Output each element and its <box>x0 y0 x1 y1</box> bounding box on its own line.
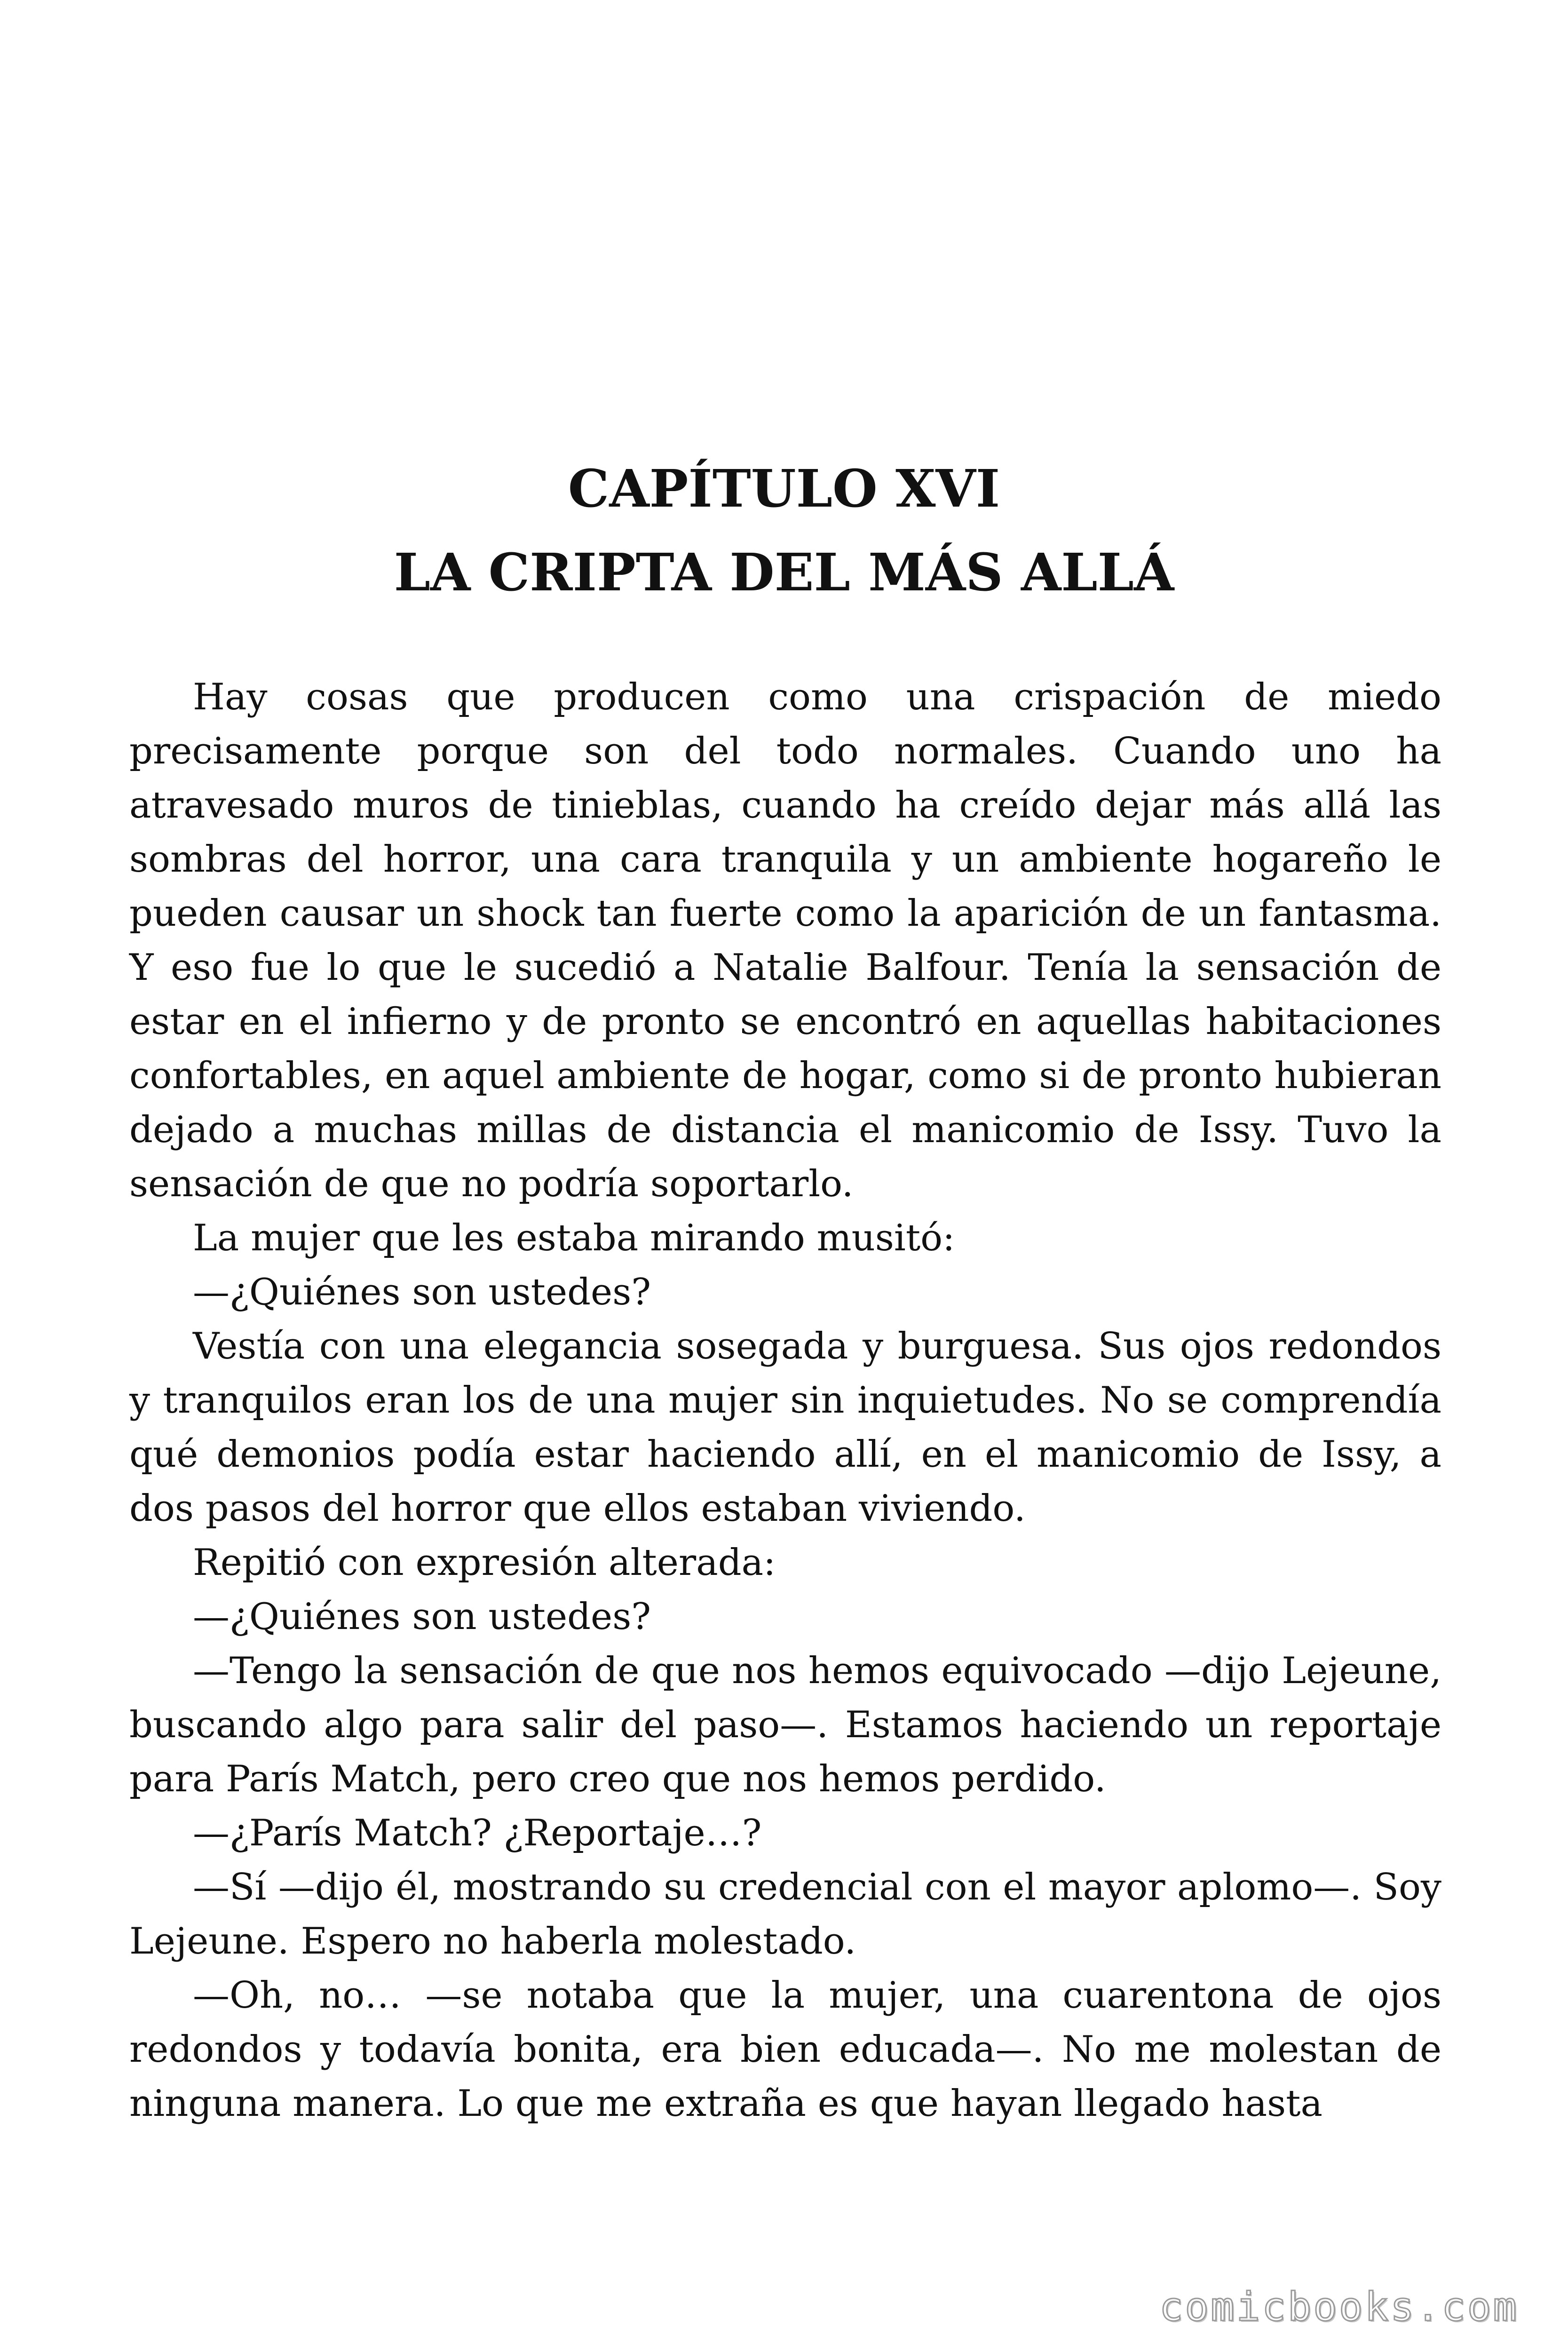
paragraph: —¿París Match? ¿Reportaje…? <box>193 1812 762 1854</box>
paragraph: La mujer que les estaba mirando musitó: <box>193 1217 955 1259</box>
paragraph: Hay cosas que producen como una crispación de miedo precisamente porque son del todo normales. Cuando uno ha atravesado muros de tinieblas, cuando ha creído dejar más allá las sombras del horror, una cara tranquila y un ambiente hogareño le pueden causar un shock tan fuerte como la aparición de un fantasma. Y eso fue lo que le sucedió a Natalie Balfour. Tenía la sensación de estar en el infierno y de pronto se encontró en aquellas habitaciones confortables, en aquel ambiente de hogar, como si de pronto hubieran dejado a muchas millas de distancia el manicomio de Issy. Tuvo la sensación de que no podría soportarlo. <box>129 676 1441 1205</box>
chapter-title: LA CRIPTA DEL MÁS ALLÁ <box>394 542 1174 603</box>
paragraph: Vestía con una elegancia sosegada y burguesa. Sus ojos redondos y tranquilos eran los de una mujer sin inquietudes. No se comprendía qué demonios podía estar haciendo allí, en el manicomio de Issy, a dos pasos del horror que ellos estaban viviendo. <box>129 1325 1441 1530</box>
chapter-number: CAPÍTULO XVI <box>568 458 1000 519</box>
paragraph: —¿Quiénes son ustedes? <box>193 1271 651 1313</box>
paragraph: —Oh, no… —se notaba que la mujer, una cuarentona de ojos redondos y todavía bonita, era bien educada—. No me molestan de ninguna manera. Lo que me extraña es que hayan llegado hasta <box>129 1974 1441 2125</box>
paragraph: —Tengo la sensación de que nos hemos equivocado —dijo Lejeune, buscando algo para salir del paso—. Estamos haciendo un reportaje para París Match, pero creo que nos hemos perdido. <box>129 1650 1441 1800</box>
paragraph: —¿Quiénes son ustedes? <box>193 1596 651 1638</box>
body-text <box>129 670 1441 2131</box>
watermark: comicbooks.com <box>1159 2284 1519 2330</box>
paragraph: Repitió con expresión alterada: <box>193 1542 776 1584</box>
paragraph: —Sí —dijo él, mostrando su credencial con el mayor aplomo—. Soy Lejeune. Espero no haberla molestado. <box>129 1866 1441 1963</box>
chapter-heading <box>0 447 1568 614</box>
